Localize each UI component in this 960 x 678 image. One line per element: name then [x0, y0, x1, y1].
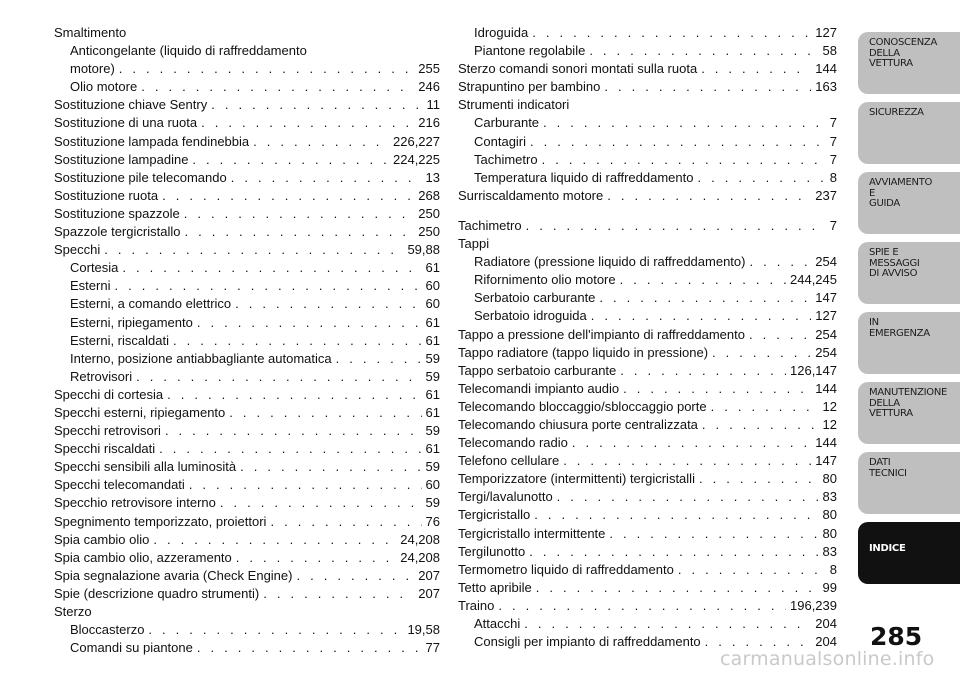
- entry-title: Sostituzione lampada fendinebbia: [54, 133, 250, 149]
- entry-title: Sostituzione pile telecomando: [54, 169, 227, 185]
- entry-page: 254: [815, 344, 837, 360]
- entry-page: 207: [418, 567, 440, 583]
- entry-title: Interno, posizione antiabbagliante automatica: [70, 350, 332, 366]
- dot-leader: [159, 440, 421, 458]
- dot-leader: [296, 567, 414, 585]
- index-entry: [54, 223, 440, 241]
- entry-page: 80: [822, 507, 837, 523]
- entry-title: Spegnimento temporizzato, proiettori: [54, 513, 267, 529]
- index-entry: [458, 114, 837, 132]
- entry-title: Tergi/lavalunotto: [458, 489, 553, 505]
- entry-title: Bloccasterzo: [70, 622, 145, 638]
- entry-title: Cortesia: [70, 260, 119, 276]
- dot-leader: [536, 579, 819, 597]
- index-entry: [458, 344, 837, 362]
- entry-page: 59: [425, 350, 440, 366]
- entry-title: Piantone regolabile: [474, 43, 586, 59]
- entry-title: Tappo serbatoio carburante: [458, 362, 617, 378]
- dot-leader: [498, 597, 786, 615]
- entry-title: Strumenti indicatori: [458, 97, 570, 113]
- dot-leader: [114, 277, 421, 295]
- entry-page: 12: [822, 398, 837, 414]
- index-entry: [458, 434, 837, 452]
- entry-title: Sostituzione spazzole: [54, 205, 180, 221]
- entry-page: 59: [425, 368, 440, 384]
- index-entry: [458, 543, 837, 561]
- dot-leader: [220, 494, 422, 512]
- entry-page: 59: [425, 423, 440, 439]
- dot-leader: [263, 585, 414, 603]
- index-entry: [54, 458, 440, 476]
- entry-title: Radiatore (pressione liquido di raffreddamento): [474, 254, 746, 270]
- entry-page: 144: [815, 380, 837, 396]
- entry-page: 60: [425, 477, 440, 493]
- entry-title: Esterni, ripiegamento: [70, 314, 193, 330]
- index-entry: [54, 241, 440, 259]
- entry-page: 207: [418, 585, 440, 601]
- entry-page: 80: [822, 525, 837, 541]
- entry-page: 61: [425, 386, 440, 402]
- dot-leader: [534, 506, 818, 524]
- dot-leader: [270, 513, 421, 531]
- index-entry: [458, 253, 837, 271]
- index-entry: [458, 506, 837, 524]
- entry-title: Tappo a pressione dell'impianto di raffreddamento: [458, 326, 745, 342]
- dot-leader: [211, 96, 422, 114]
- entry-title: Specchi: [54, 242, 101, 258]
- entry-page: 13: [425, 169, 440, 185]
- entry-page: 196,239: [790, 597, 837, 613]
- entry-title: Sostituzione ruota: [54, 187, 159, 203]
- index-entry: [458, 78, 837, 96]
- index-entry: [54, 639, 440, 657]
- entry-title: Spie (descrizione quadro strumenti): [54, 585, 260, 601]
- entry-title: Specchi riscaldati: [54, 441, 156, 457]
- dot-leader: [336, 350, 422, 368]
- entry-page: 144: [815, 61, 837, 77]
- index-entry: [458, 60, 837, 78]
- index-entry: [458, 362, 837, 380]
- entry-title: Tappi: [458, 236, 490, 252]
- entry-title: Specchi retrovisori: [54, 423, 161, 439]
- entry-page: 224,225: [393, 151, 440, 167]
- entry-title: Smaltimento: [54, 25, 127, 40]
- page-number: 285: [870, 622, 923, 651]
- entry-title: Specchi di cortesia: [54, 386, 164, 402]
- dot-leader: [165, 422, 422, 440]
- entry-title: Esterni: [70, 278, 111, 294]
- entry-page: 204: [815, 634, 837, 650]
- index-entry: [54, 60, 440, 78]
- index-entry: [458, 235, 837, 253]
- entry-page: 8: [829, 169, 837, 185]
- dot-leader: [184, 223, 414, 241]
- entry-page: 19,58: [407, 622, 440, 638]
- section-tab[interactable]: INDICE: [858, 522, 960, 584]
- index-entry: [458, 615, 837, 633]
- index-entry: [54, 332, 440, 350]
- dot-leader: [141, 78, 414, 96]
- index-entry: [458, 488, 837, 506]
- entry-title: Tergicristallo intermittente: [458, 525, 606, 541]
- dot-leader: [201, 114, 414, 132]
- entry-page: 83: [822, 543, 837, 559]
- index-entry: [54, 169, 440, 187]
- entry-title: Contagiri: [474, 133, 527, 149]
- entry-page: 250: [418, 205, 440, 221]
- dot-leader: [609, 525, 818, 543]
- dot-leader: [532, 24, 811, 42]
- entry-page: 60: [425, 278, 440, 294]
- dot-leader: [173, 332, 422, 350]
- dot-leader: [162, 187, 414, 205]
- dot-leader: [678, 561, 826, 579]
- entry-page: 237: [815, 187, 837, 203]
- dot-leader: [749, 326, 811, 344]
- entry-title: Telefono cellulare: [458, 453, 560, 469]
- entry-title: Tetto apribile: [458, 579, 532, 595]
- index-entry: [54, 314, 440, 332]
- entry-page: 254: [815, 254, 837, 270]
- index-entry: [54, 494, 440, 512]
- dot-leader: [697, 169, 825, 187]
- index-entry: [458, 597, 837, 615]
- index-entry: [54, 96, 440, 114]
- entry-page: 61: [425, 260, 440, 276]
- index-entry: [54, 350, 440, 368]
- section-tab[interactable]: DATI TECNICI: [858, 452, 960, 514]
- entry-page: 12: [822, 416, 837, 432]
- entry-title: Traino: [458, 597, 495, 613]
- index-entry: [458, 217, 837, 235]
- entry-title: Serbatoio carburante: [474, 290, 596, 306]
- entry-page: 61: [425, 441, 440, 457]
- index-entry: [458, 169, 837, 187]
- dot-leader: [153, 531, 396, 549]
- entry-title: Esterni, riscaldati: [70, 332, 169, 348]
- dot-leader: [189, 476, 422, 494]
- index-entry: [458, 187, 837, 205]
- section-tab[interactable]: SICUREZZA: [858, 102, 960, 164]
- entry-page: 7: [829, 217, 837, 233]
- dot-leader: [543, 114, 826, 132]
- entry-title: Sostituzione lampadine: [54, 151, 189, 167]
- watermark-text: carmanualsonline.info: [720, 648, 935, 670]
- entry-page: 246: [418, 79, 440, 95]
- index-entry: [54, 151, 440, 169]
- index-entry: [458, 380, 837, 398]
- index-entry: [54, 603, 440, 621]
- dot-leader: [119, 60, 415, 78]
- dot-leader: [236, 549, 396, 567]
- entry-title: Olio motore: [70, 79, 138, 95]
- index-entry: [458, 470, 837, 488]
- entry-title: Temporizzatore (intermittenti) tergicristalli: [458, 471, 695, 487]
- dot-leader: [136, 368, 421, 386]
- entry-title: Spazzole tergicristallo: [54, 224, 181, 240]
- dot-leader: [235, 295, 421, 313]
- entry-page: 60: [425, 296, 440, 312]
- entry-title: Telecomandi impianto audio: [458, 380, 620, 396]
- index-entry: [54, 277, 440, 295]
- section-tab[interactable]: MANUTENZIONE DELLA VETTURA: [858, 382, 960, 444]
- entry-page: 59,88: [407, 242, 440, 258]
- dot-leader: [229, 404, 421, 422]
- entry-title: Tergicristallo: [458, 507, 531, 523]
- section-tabs: [858, 32, 960, 592]
- entry-page: 144: [815, 435, 837, 451]
- entry-page: 61: [425, 332, 440, 348]
- index-entry: [54, 422, 440, 440]
- index-entry: [54, 386, 440, 404]
- index-entry: [458, 271, 837, 289]
- dot-leader: [192, 151, 389, 169]
- index-entry: [54, 133, 440, 151]
- entry-title: Surriscaldamento motore: [458, 187, 604, 203]
- entry-page: 126,147: [790, 362, 837, 378]
- entry-title: Sostituzione chiave Sentry: [54, 97, 208, 113]
- dot-leader: [599, 289, 811, 307]
- dot-leader: [148, 621, 403, 639]
- index-column-right: [458, 24, 837, 651]
- dot-leader: [563, 452, 811, 470]
- entry-title: motore): [70, 61, 115, 77]
- entry-title: Sterzo comandi sonori montati sulla ruota: [458, 61, 698, 77]
- entry-title: Strapuntino per bambino: [458, 79, 601, 95]
- index-entry: [458, 24, 837, 42]
- index-entry: [54, 513, 440, 531]
- dot-leader: [122, 259, 421, 277]
- index-entry: [458, 151, 837, 169]
- dot-leader: [607, 187, 811, 205]
- index-entry: [54, 549, 440, 567]
- index-entry: [54, 368, 440, 386]
- entry-title: Tachimetro: [458, 217, 522, 233]
- dot-leader: [253, 133, 389, 151]
- entry-title: Attacchi: [474, 616, 521, 631]
- index-entry: [54, 24, 440, 42]
- dot-leader: [104, 241, 403, 259]
- entry-page: 7: [829, 151, 837, 167]
- dot-leader: [526, 217, 826, 235]
- section-tab[interactable]: IN EMERGENZA: [858, 312, 960, 374]
- entry-title: Temperatura liquido di raffreddamento: [474, 169, 694, 185]
- index-entry: [458, 42, 837, 60]
- entry-page: 254: [815, 326, 837, 342]
- index-entry: [458, 398, 837, 416]
- index-entry: [458, 96, 837, 114]
- entry-title: Spia segnalazione avaria (Check Engine): [54, 567, 293, 583]
- dot-leader: [240, 458, 421, 476]
- index-entry: [54, 42, 440, 60]
- dot-leader: [591, 307, 812, 325]
- index-column-left: [54, 24, 440, 657]
- entry-title: Telecomando radio: [458, 435, 568, 451]
- index-entry: [458, 525, 837, 543]
- index-entry: [458, 133, 837, 151]
- dot-leader: [542, 151, 826, 169]
- dot-leader: [589, 42, 818, 60]
- entry-page: 216: [418, 115, 440, 131]
- entry-page: 77: [425, 640, 440, 656]
- section-tab[interactable]: CONOSCENZA DELLA VETTURA: [858, 32, 960, 94]
- dot-leader: [557, 488, 819, 506]
- dot-leader: [623, 380, 811, 398]
- entry-page: 61: [425, 404, 440, 420]
- entry-title: Tergilunotto: [458, 543, 526, 559]
- index-entry: [54, 585, 440, 603]
- entry-page: 83: [822, 489, 837, 505]
- entry-title: Specchi sensibili alla luminosità: [54, 459, 237, 475]
- entry-page: 80: [822, 471, 837, 487]
- dot-leader: [620, 271, 786, 289]
- entry-page: 11: [426, 97, 440, 113]
- index-entry: [54, 114, 440, 132]
- entry-title: Sterzo: [54, 604, 92, 619]
- entry-title: Specchio retrovisore interno: [54, 495, 216, 511]
- entry-page: 61: [425, 314, 440, 330]
- entry-title: Spia cambio olio, azzeramento: [54, 549, 232, 565]
- dot-leader: [604, 78, 811, 96]
- entry-page: 99: [822, 579, 837, 595]
- index-entry: [458, 452, 837, 470]
- entry-title: Termometro liquido di raffreddamento: [458, 561, 674, 577]
- entry-page: 59: [425, 459, 440, 475]
- index-entry: [54, 404, 440, 422]
- entry-page: 244,245: [790, 272, 837, 288]
- section-tab[interactable]: AVVIAMENTO E GUIDA: [858, 172, 960, 234]
- index-entry: [54, 295, 440, 313]
- entry-title: Idroguida: [474, 25, 529, 40]
- index-entry: [458, 289, 837, 307]
- index-entry: [458, 416, 837, 434]
- dot-leader: [712, 344, 811, 362]
- entry-page: 147: [815, 290, 837, 306]
- entry-page: 59: [425, 495, 440, 511]
- entry-page: 58: [822, 43, 837, 59]
- entry-title: Spia cambio olio: [54, 531, 150, 547]
- entry-page: 127: [815, 25, 837, 40]
- index-entry: [54, 476, 440, 494]
- entry-page: 24,208: [400, 531, 440, 547]
- index-entry: [54, 621, 440, 639]
- entry-title: Esterni, a comando elettrico: [70, 296, 232, 312]
- entry-page: 127: [815, 308, 837, 324]
- entry-title: Carburante: [474, 115, 540, 131]
- entry-page: 76: [425, 513, 440, 529]
- entry-title: Serbatoio idroguida: [474, 308, 587, 324]
- index-entry: [458, 579, 837, 597]
- entry-title: Tappo radiatore (tappo liquido in pressione): [458, 344, 709, 360]
- section-tab[interactable]: SPIE E MESSAGGI DI AVVISO: [858, 242, 960, 304]
- index-entry: [54, 78, 440, 96]
- entry-page: 250: [418, 224, 440, 240]
- dot-leader: [197, 314, 422, 332]
- entry-title: Tachimetro: [474, 151, 538, 167]
- entry-title: Retrovisori: [70, 368, 133, 384]
- index-entry: [54, 567, 440, 585]
- entry-page: 268: [418, 187, 440, 203]
- entry-page: 147: [815, 453, 837, 469]
- index-entry: [54, 205, 440, 223]
- entry-page: 255: [418, 61, 440, 77]
- entry-title: Rifornimento olio motore: [474, 272, 616, 288]
- entry-title: Consigli per impianto di raffreddamento: [474, 634, 701, 650]
- index-entry: [54, 259, 440, 277]
- index-entry: [54, 187, 440, 205]
- entry-page: 7: [829, 133, 837, 149]
- entry-page: 204: [815, 616, 837, 631]
- dot-leader: [699, 470, 819, 488]
- dot-leader: [701, 60, 811, 78]
- dot-leader: [167, 386, 421, 404]
- dot-leader: [711, 398, 819, 416]
- entry-title: Telecomando bloccaggio/sbloccaggio porte: [458, 398, 707, 414]
- dot-leader: [184, 205, 415, 223]
- entry-title: Comandi su piantone: [70, 640, 193, 656]
- index-entry: [458, 307, 837, 325]
- entry-page: 7: [829, 115, 837, 131]
- dot-leader: [749, 253, 811, 271]
- dot-leader: [530, 133, 826, 151]
- dot-leader: [524, 615, 811, 633]
- dot-leader: [620, 362, 786, 380]
- index-entry: [54, 440, 440, 458]
- entry-title: Telecomando chiusura porte centralizzata: [458, 416, 698, 432]
- index-entry: [54, 531, 440, 549]
- dot-leader: [197, 639, 422, 657]
- entry-title: Sostituzione di una ruota: [54, 115, 198, 131]
- dot-leader: [231, 169, 422, 187]
- entry-page: 226,227: [393, 133, 440, 149]
- dot-leader: [529, 543, 818, 561]
- index-entry: [458, 326, 837, 344]
- dot-leader: [702, 416, 819, 434]
- entry-page: 163: [815, 79, 837, 95]
- entry-title: Specchi esterni, ripiegamento: [54, 404, 226, 420]
- entry-title: Anticongelante (liquido di raffreddamento: [70, 43, 307, 59]
- dot-leader: [572, 434, 811, 452]
- index-entry: [458, 561, 837, 579]
- entry-title: Specchi telecomandati: [54, 477, 185, 493]
- entry-page: 24,208: [400, 549, 440, 565]
- entry-page: 8: [829, 561, 837, 577]
